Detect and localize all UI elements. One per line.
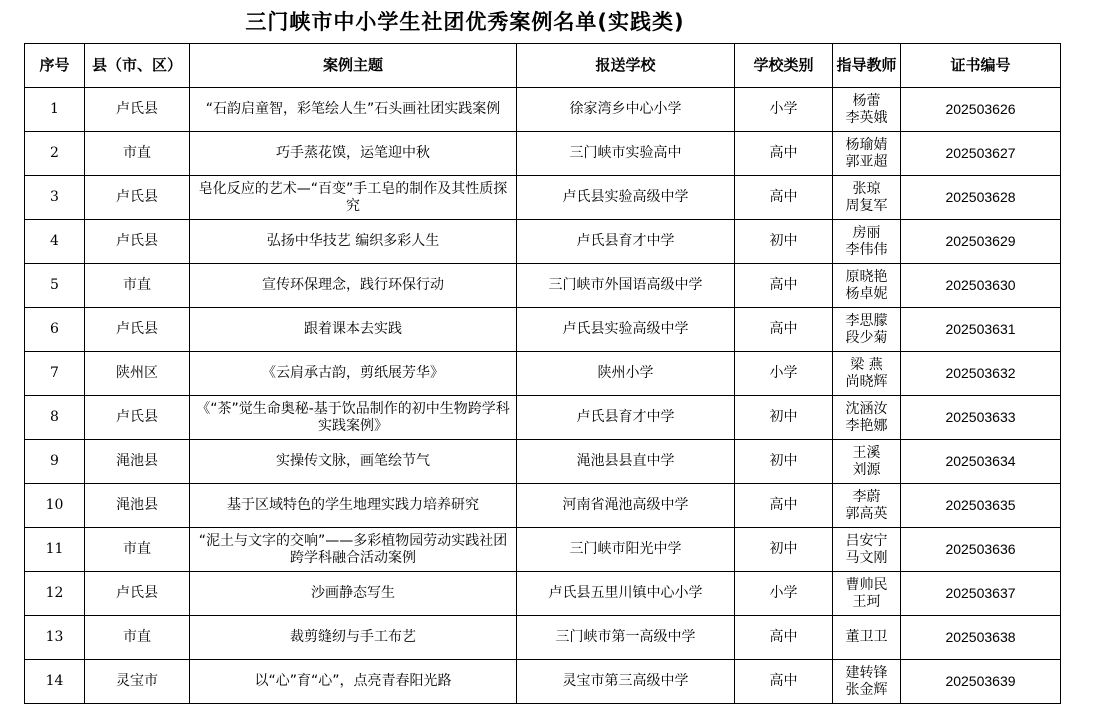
serial-cell: 13 (25, 616, 85, 660)
teachers-cell (833, 660, 901, 704)
serial-cell: 9 (25, 440, 85, 484)
county-cell: 市直 (85, 528, 190, 572)
county-cell: 市直 (85, 132, 190, 176)
teachers-cell (833, 484, 901, 528)
school-cell: 灵宝市第三高级中学 (517, 660, 735, 704)
category-cell: 初中 (735, 440, 833, 484)
category-cell: 初中 (735, 396, 833, 440)
cert-cell: 202503629 (901, 220, 1061, 264)
header-county: 县（市、区） (85, 44, 190, 88)
teacher-name: 杨蕾 (852, 92, 881, 109)
county-cell: 渑池县 (85, 484, 190, 528)
table-row (25, 572, 1061, 616)
category-cell: 高中 (735, 176, 833, 220)
topic-cell: 沙画静态写生 (190, 572, 517, 616)
serial-cell: 3 (25, 176, 85, 220)
cert-cell: 202503626 (901, 88, 1061, 132)
serial-cell: 4 (25, 220, 85, 264)
topic-cell: 《“茶”觉生命奥秘-基于饮品制作的初中生物跨学科实践案例》 (190, 396, 517, 440)
topic-cell: “石韵启童智，彩笔绘人生”石头画社团实践案例 (190, 88, 517, 132)
teacher-name: 张琼 (852, 180, 881, 197)
county-cell: 陕州区 (85, 352, 190, 396)
cert-cell: 202503631 (901, 308, 1061, 352)
school-cell: 河南省渑池高级中学 (517, 484, 735, 528)
teacher-name: 郭高英 (845, 505, 888, 522)
teachers-cell (833, 528, 901, 572)
teacher-name: 马文刚 (845, 549, 888, 566)
category-cell: 小学 (735, 572, 833, 616)
cert-cell: 202503639 (901, 660, 1061, 704)
teacher-name: 杨瑜婧 (845, 136, 888, 153)
school-cell: 三门峡市第一高级中学 (517, 616, 735, 660)
cert-cell: 202503635 (901, 484, 1061, 528)
category-cell: 高中 (735, 616, 833, 660)
teacher-name: 张金辉 (845, 681, 888, 698)
teachers-cell (833, 352, 901, 396)
table-row (25, 308, 1061, 352)
teacher-name: 李思朦 (845, 312, 888, 329)
county-cell: 市直 (85, 616, 190, 660)
table-body (25, 88, 1061, 704)
teacher-name: 董卫卫 (845, 629, 888, 645)
cert-cell: 202503633 (901, 396, 1061, 440)
topic-cell: 皂化反应的艺术—“百变”手工皂的制作及其性质探究 (190, 176, 517, 220)
header-teachers: 指导教师 (833, 44, 901, 88)
county-cell: 卢氏县 (85, 396, 190, 440)
topic-cell: 以“心”育“心”，点亮青春阳光路 (190, 660, 517, 704)
teacher-name: 刘源 (852, 461, 881, 478)
teacher-name: 吕安宁 (845, 532, 888, 549)
table-row (25, 352, 1061, 396)
school-cell: 陕州小学 (517, 352, 735, 396)
teacher-name: 李英娥 (845, 109, 888, 126)
cert-cell: 202503638 (901, 616, 1061, 660)
category-cell: 高中 (735, 660, 833, 704)
teacher-name: 王珂 (852, 593, 881, 610)
teachers-cell (833, 396, 901, 440)
serial-cell: 14 (25, 660, 85, 704)
county-cell: 卢氏县 (85, 572, 190, 616)
table-row (25, 88, 1061, 132)
teacher-name: 房丽 (852, 224, 881, 241)
county-cell: 卢氏县 (85, 176, 190, 220)
table-row (25, 396, 1061, 440)
school-cell: 三门峡市实验高中 (517, 132, 735, 176)
serial-cell: 8 (25, 396, 85, 440)
topic-cell: 《云肩承古韵，剪纸展芳华》 (190, 352, 517, 396)
serial-cell: 12 (25, 572, 85, 616)
teacher-name: 沈涵汝 (845, 400, 888, 417)
teacher-name: 周复军 (845, 197, 888, 214)
category-cell: 高中 (735, 484, 833, 528)
county-cell: 市直 (85, 264, 190, 308)
topic-cell: 跟着课本去实践 (190, 308, 517, 352)
teachers-cell (833, 220, 901, 264)
school-cell: 三门峡市阳光中学 (517, 528, 735, 572)
header-category: 学校类别 (735, 44, 833, 88)
teachers-cell (833, 440, 901, 484)
table-row (25, 264, 1061, 308)
school-cell: 卢氏县五里川镇中心小学 (517, 572, 735, 616)
teacher-name: 梁 燕 (850, 356, 883, 373)
teachers-cell (833, 264, 901, 308)
topic-cell: 宣传环保理念，践行环保行动 (190, 264, 517, 308)
header-serial: 序号 (25, 44, 85, 88)
serial-cell: 10 (25, 484, 85, 528)
table-row (25, 440, 1061, 484)
category-cell: 初中 (735, 220, 833, 264)
teacher-name: 李蔚 (852, 488, 881, 505)
teachers-cell (833, 308, 901, 352)
teacher-name: 尚晓辉 (845, 373, 888, 390)
school-cell: 徐家湾乡中心小学 (517, 88, 735, 132)
county-cell: 卢氏县 (85, 220, 190, 264)
county-cell: 卢氏县 (85, 308, 190, 352)
school-cell: 卢氏县实验高级中学 (517, 308, 735, 352)
category-cell: 小学 (735, 88, 833, 132)
teachers-cell (833, 88, 901, 132)
county-cell: 卢氏县 (85, 88, 190, 132)
teacher-name: 段少菊 (845, 329, 888, 346)
topic-cell: 基于区域特色的学生地理实践力培养研究 (190, 484, 517, 528)
table-row (25, 660, 1061, 704)
serial-cell: 1 (25, 88, 85, 132)
category-cell: 高中 (735, 132, 833, 176)
topic-cell: “泥土与文字的交响”——多彩植物园劳动实践社团跨学科融合活动案例 (190, 528, 517, 572)
table-row (25, 616, 1061, 660)
category-cell: 高中 (735, 264, 833, 308)
school-cell: 三门峡市外国语高级中学 (517, 264, 735, 308)
topic-cell: 巧手蒸花馍，运笔迎中秋 (190, 132, 517, 176)
serial-cell: 7 (25, 352, 85, 396)
teacher-name: 建转锋 (845, 664, 888, 681)
table-row (25, 220, 1061, 264)
cert-cell: 202503630 (901, 264, 1061, 308)
category-cell: 初中 (735, 528, 833, 572)
teacher-name: 原晓艳 (845, 268, 888, 285)
county-cell: 灵宝市 (85, 660, 190, 704)
header-school: 报送学校 (517, 44, 735, 88)
header-topic: 案例主题 (190, 44, 517, 88)
cert-cell: 202503632 (901, 352, 1061, 396)
school-cell: 卢氏县实验高级中学 (517, 176, 735, 220)
serial-cell: 5 (25, 264, 85, 308)
award-table (24, 43, 1061, 704)
header-cert: 证书编号 (901, 44, 1061, 88)
teacher-name: 李伟伟 (845, 241, 888, 258)
teacher-name: 杨卓妮 (845, 285, 888, 302)
teacher-name: 王溪 (852, 444, 881, 461)
teacher-name: 郭亚超 (845, 153, 888, 170)
cert-cell: 202503637 (901, 572, 1061, 616)
teachers-cell (833, 132, 901, 176)
school-cell: 渑池县县直中学 (517, 440, 735, 484)
page-title: 三门峡市中小学生社团优秀案例名单(实践类) (245, 10, 685, 34)
school-cell: 卢氏县育才中学 (517, 220, 735, 264)
serial-cell: 6 (25, 308, 85, 352)
table-header-row (25, 44, 1061, 88)
topic-cell: 裁剪缝纫与手工布艺 (190, 616, 517, 660)
category-cell: 小学 (735, 352, 833, 396)
topic-cell: 实操传文脉，画笔绘节气 (190, 440, 517, 484)
cert-cell: 202503634 (901, 440, 1061, 484)
serial-cell: 2 (25, 132, 85, 176)
cert-cell: 202503628 (901, 176, 1061, 220)
teachers-cell (833, 572, 901, 616)
teachers-cell (833, 616, 901, 660)
cert-cell: 202503627 (901, 132, 1061, 176)
table-row (25, 484, 1061, 528)
table-row (25, 528, 1061, 572)
category-cell: 高中 (735, 308, 833, 352)
topic-cell: 弘扬中华技艺 编织多彩人生 (190, 220, 517, 264)
serial-cell: 11 (25, 528, 85, 572)
table-row (25, 176, 1061, 220)
teacher-name: 曹帅民 (845, 576, 888, 593)
teacher-name: 李艳娜 (845, 417, 888, 434)
school-cell: 卢氏县育才中学 (517, 396, 735, 440)
teachers-cell (833, 176, 901, 220)
county-cell: 渑池县 (85, 440, 190, 484)
table-row (25, 132, 1061, 176)
cert-cell: 202503636 (901, 528, 1061, 572)
